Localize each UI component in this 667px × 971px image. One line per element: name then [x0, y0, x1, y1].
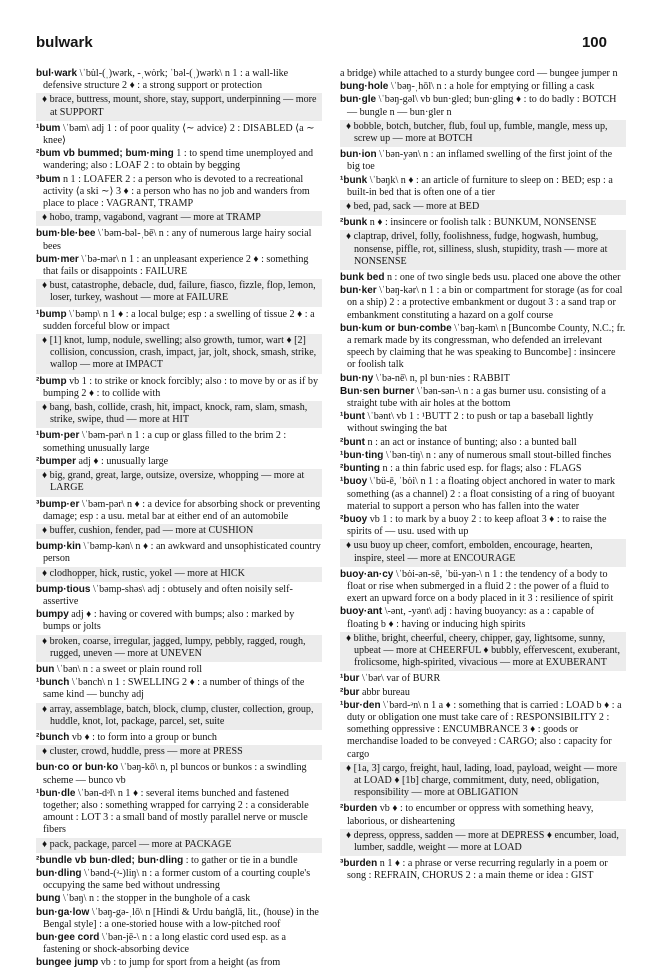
headword: ³bump·er — [36, 498, 80, 510]
definition: \ˈbu̇l-(ˌ)wərk, -ˌwȯrk; ˈbəl-(ˌ)wərk\ n 1 : a wall-like defensive structure 2 ♦ : a strong support or protection — [43, 68, 289, 92]
synonym-block: ♦ bed, pad, sack — more at BED — [340, 200, 626, 215]
definition: adj ♦ : unusually large — [76, 455, 169, 467]
definition: abbr bureau — [359, 686, 410, 698]
definition: \ˈbəŋ-kəm\ n [Buncombe County, N.C.; fr. a remark made by its congressman, who defended an irrelevant speech by claiming that he was speaking to Buncombe] : insincere or foolish talk — [347, 322, 626, 371]
headword: ²bunting — [340, 463, 380, 475]
synonym-block: ♦ big, grand, great, large, outsize, oversize, whopping — more at LARGE — [36, 469, 322, 496]
dictionary-entry — [36, 732, 322, 744]
dictionary-entry — [36, 907, 322, 931]
dictionary-entry — [36, 677, 322, 701]
dictionary-entry — [340, 687, 626, 699]
dictionary-entry — [340, 386, 626, 410]
dictionary-entry — [340, 285, 626, 322]
headword: ³bum — [36, 173, 61, 185]
headword: bunk bed — [340, 272, 385, 284]
headword: ²bur — [340, 686, 360, 698]
dictionary-entry — [36, 932, 322, 956]
definition: \ˈbəŋ-kō\ n, pl buncos or bunkos : a swindling scheme — bunco vb — [43, 762, 307, 786]
definition: \ˈbü-ē, ˈbȯi\ n 1 : a floating object anchored in water to mark something (as a channel) 2 : a float consisting of a ring of buoyant material to support a person who has fallen into the water — [347, 476, 615, 512]
headword: bun — [36, 663, 55, 675]
dictionary-entry — [340, 569, 626, 606]
dictionary-entry — [340, 411, 626, 435]
definition: \ˈbəŋk\ n ♦ : an article of furniture to sleep on : BED; esp : a built-in bed that is often one of a tier — [347, 174, 613, 198]
dictionary-entry — [340, 606, 626, 630]
definition: vb : to jump for sport from a height (as from — [98, 957, 281, 969]
left-column — [36, 68, 322, 971]
definition: \ˈbən-jē-\ n : a long elastic cord used esp. as a fastening or shock-absorbing device — [43, 932, 287, 956]
dictionary-entry — [36, 309, 322, 333]
definition: \ˈbəŋ-ˌhōl\ n : a hole for emptying or filling a cask — [388, 81, 595, 93]
definition: \ˈbəmp-shəs\ adj : obtusely and often noisily self-assertive — [43, 583, 293, 607]
dictionary-entry — [36, 609, 322, 633]
synonym-block: ♦ bust, catastrophe, debacle, dud, failure, fiasco, fizzle, flop, lemon, loser, turkey, washout — more at FAILURE — [36, 279, 322, 306]
dictionary-entry — [36, 788, 322, 837]
headword: bun·ion — [340, 149, 377, 161]
dictionary-entry — [36, 664, 322, 676]
dictionary-entry — [36, 957, 322, 969]
definition: \ˈbən-sən-\ n : a gas burner usu. consisting of a straight tube with air holes at the bottom — [347, 385, 606, 410]
synonym-block: ♦ cluster, crowd, huddle, press — more at PRESS — [36, 745, 322, 760]
dictionary-entry — [340, 803, 626, 827]
entry-continuation: a bridge) while attached to a sturdy bungee cord — bungee jumper n — [340, 68, 618, 79]
definition: \ˈbəm-pər\ n 1 : a cup or glass filled to the brim 2 : something unusually large — [43, 430, 287, 454]
synonym-block: ♦ array, assemblage, batch, block, clump, cluster, collection, group, huddle, knot, lot, package, parcel, set, suite — [36, 703, 322, 730]
headword: ¹bunt — [340, 411, 365, 423]
synonym-block: ♦ bang, bash, collide, crash, hit, impact, knock, ram, slam, smash, strike, swipe, thud — more at HIT — [36, 401, 322, 428]
definition: : to gather or tie in a bundle — [183, 854, 298, 866]
synonym-block: ♦ claptrap, drivel, folly, foolishness, fudge, hogwash, humbug, nonsense, piffle, rot, silliness, slush, stupidity, trash — more at NONSENSE — [340, 230, 626, 270]
headword: ¹bum·per — [36, 430, 80, 442]
dictionary-entry — [36, 254, 322, 278]
dictionary-entry — [36, 123, 322, 147]
dictionary-entry — [340, 700, 626, 761]
dictionary-entry — [340, 437, 626, 449]
headword: bung·hole — [340, 81, 389, 93]
definition: \ˈbəŋ-kər\ n 1 : a bin or compartment for storage (as for coal on a ship) 2 : a protective embankment or dugout 3 : a sand trap or embankment constituting a hazard on a golf course — [347, 285, 623, 321]
headword: bum·mer — [36, 253, 79, 265]
definition: n : an act or instance of bunting; also : a bunted ball — [365, 436, 577, 448]
headword: ¹bun·ting — [340, 449, 384, 461]
dictionary-entry — [36, 376, 322, 400]
headword: bun·ga·low — [36, 906, 90, 918]
definition: n : one of two single beds usu. placed one above the other — [384, 272, 621, 284]
headword: bun·gle — [340, 94, 377, 106]
definition: \ˈbəŋ\ n : the stopper in the bunghole of a cask — [60, 893, 251, 905]
headword: ¹bun·dle — [36, 787, 76, 799]
headword: bumpy — [36, 609, 69, 621]
headword: bun·kum or bun·combe — [340, 322, 452, 334]
dictionary-entry — [36, 584, 322, 608]
definition: \ˈbənt\ vb 1 : ¹BUTT 2 : to push or tap a baseball lightly without swinging the bat — [347, 411, 594, 435]
definition: \ˈbəŋ-gəl\ vb bun·gled; bun·gling ♦ : to do badly : BOTCH — bungle n — bun·gler n — [347, 94, 617, 118]
definition: n 1 ♦ : a phrase or verse recurring regularly in a poem or song : REFRAIN, CHORUS 2 : a main theme or idea : GIST — [347, 858, 608, 882]
definition: \ˈbən-tiŋ\ n : any of numerous small stout-billed finches — [383, 449, 612, 461]
headword: ²bum vb bummed; bum·ming — [36, 148, 174, 160]
definition: vb 1 : to mark by a buoy 2 : to keep afloat 3 ♦ : to raise the spirits of — usu. used with up — [347, 513, 607, 538]
headword: ²buoy — [340, 513, 368, 525]
definition: \ˈbəmp-kən\ n ♦ : an awkward and unsophisticated country person — [43, 541, 321, 565]
headword: ¹bump — [36, 308, 67, 320]
headword: bump·kin — [36, 541, 81, 553]
synonym-block: ♦ clodhopper, hick, rustic, yokel — more at HICK — [36, 567, 322, 582]
headword: bul·wark — [36, 68, 78, 79]
dictionary-entry — [36, 499, 322, 523]
headword: bun·ker — [340, 285, 377, 297]
headword: bun·dling — [36, 867, 82, 879]
headword: ¹bum — [36, 122, 61, 134]
headword: ¹buoy — [340, 476, 368, 488]
headword: ²bunk — [340, 217, 368, 229]
dictionary-entry — [36, 762, 322, 786]
definition: \ˈbən-yən\ n : an inflamed swelling of the first joint of the big toe — [347, 149, 613, 173]
definition: \ˈbəm-pər\ n ♦ : a device for absorbing shock or preventing damage; esp : a usu. metal bar at either end of an automobile — [43, 498, 321, 522]
guide-word: bulwark — [36, 34, 93, 51]
headword: bun·ny — [340, 372, 374, 384]
headword: ¹bunch — [36, 677, 70, 689]
definition: \ˈbənch\ n 1 : SWELLING 2 ♦ : a number of things of the same kind — bunchy adj — [43, 677, 305, 701]
headword: buoy·an·cy — [340, 568, 394, 580]
headword: ²burden — [340, 803, 378, 815]
dictionary-entry — [36, 228, 322, 252]
dictionary-entry — [340, 323, 626, 372]
headword: ¹bur — [340, 673, 360, 685]
right-column — [340, 68, 626, 884]
dictionary-entry — [36, 174, 322, 211]
synonym-block: ♦ depress, oppress, sadden — more at DEPRESS ♦ encumber, load, lumber, saddle, weight — more at LOAD — [340, 829, 626, 856]
definition: vb ♦ : to encumber or oppress with something heavy, laborious, or disheartening — [347, 803, 594, 827]
headword: ¹bunk — [340, 174, 368, 186]
definition: \ˈbȯi-ən-sē, ˈbü-yən-\ n 1 : the tendency of a body to float or rise when submerged in a fluid 2 : the power of a fluid to exert an upward force on a body placed in it 3 : resilience of spirit — [347, 568, 614, 605]
definition: \ˈbəŋ-gə-ˌlō\ n [Hindi & Urdu baṅglā, lit., (house) in the Bengal style] : a one-storied house with a low-pitched roof — [43, 906, 319, 930]
headword: ²bumper — [36, 455, 76, 467]
definition: \-ənt, -yənt\ adj : having buoyancy: as a : capable of floating b ♦ : having or inducing high spirits — [347, 606, 595, 630]
headword: ²bunt — [340, 436, 365, 448]
definition: \ˈbən\ n : a sweet or plain round roll — [54, 663, 203, 675]
synonym-block: ♦ broken, coarse, irregular, jagged, lumpy, pebbly, ragged, rough, rugged, uneven — more at UNEVEN — [36, 635, 322, 662]
headword: ²bunch — [36, 731, 70, 743]
dictionary-entry — [36, 893, 322, 905]
headword: bun·co or bun·ko — [36, 762, 119, 774]
synonym-block: ♦ blithe, bright, cheerful, cheery, chipper, gay, lightsome, sunny, upbeat — more at CHEERFUL ♦ bubbly, effervescent, exuberant, frolicsome, high-spirited, vivacious — more at EXUBERANT — [340, 632, 626, 672]
definition: \ˈbə-mər\ n 1 : an unpleasant experience 2 ♦ : something that fails or disappoints : FAILURE — [43, 253, 309, 278]
dictionary-entry — [36, 541, 322, 565]
definition: \ˈbərd-ᵊn\ n 1 a ♦ : something that is carried : LOAD b ♦ : a duty or obligation one must take care of : RESPONSIBILITY 2 : something oppressive : ENCUMBRANCE 3 ♦ : goods or merchandise loaded to be conveyed : CARGO; also : capacity for cargo — [347, 699, 622, 760]
definition: vb ♦ : to form into a group or bunch — [69, 731, 217, 743]
synonym-block: ♦ buffer, cushion, fender, pad — more at CUSHION — [36, 524, 322, 539]
definition: n ♦ : insincere or foolish talk : BUNKUM, NONSENSE — [367, 217, 597, 229]
definition: \ˈbənd-(ᵊ-)liŋ\ n : a former custom of a courting couple's occupying the same bed without undressing — [43, 867, 311, 892]
definition: 1 : to spend time unemployed and wandering; also : LOAF 2 : to obtain by begging — [43, 148, 314, 172]
headword: ¹bur·den — [340, 699, 381, 711]
definition: n 1 : LOAFER 2 : a person who is devoted to a recreational activity ⟨a ski ∼⟩ 3 ♦ : a person who has no job and wanders from place to place : VAGRANT, TRAMP — [43, 173, 310, 210]
definition: \ˈbər\ var of BURR — [359, 673, 441, 685]
synonym-block: ♦ [1a, 3] cargo, freight, haul, lading, load, payload, weight — more at LOAD ♦ [1b] charge, commitment, duty, need, obligation, responsibility — more at OBLIGATION — [340, 762, 626, 802]
dictionary-entry — [340, 175, 626, 199]
dictionary-entry — [36, 868, 322, 892]
headword: ²bump — [36, 375, 67, 387]
headword: buoy·ant — [340, 606, 383, 618]
dictionary-entry — [340, 217, 626, 229]
headword: bungee jump — [36, 957, 99, 969]
dictionary-entry — [340, 673, 626, 685]
headword: bump·tious — [36, 583, 91, 595]
definition: adj ♦ : having or covered with bumps; also : marked by bumps or jolts — [43, 609, 295, 633]
headword: ²bundle vb bun·dled; bun·dling — [36, 854, 184, 866]
synonym-block: ♦ pack, package, parcel — more at PACKAGE — [36, 838, 322, 853]
definition: \ˈbə-nē\ n, pl bun·nies : RABBIT — [373, 372, 510, 384]
headword: bung — [36, 893, 61, 905]
page-number: 100 — [581, 34, 607, 51]
dictionary-entry — [340, 463, 626, 475]
definition: \ˈbəm\ adj 1 : of poor quality ⟨∼ advice⟩ 2 : DISABLED ⟨a ∼ knee⟩ — [43, 122, 315, 147]
dictionary-entry — [340, 450, 626, 462]
dictionary-entry — [36, 430, 322, 454]
definition: \ˈbən-dᵊl\ n 1 ♦ : several items bunched and fastened together; also : something wrapped for carrying 2 : a considerable amount : LOT 3 : a small band of mostly parallel nerve or muscle fibers — [43, 787, 309, 836]
synonym-block: ♦ usu buoy up cheer, comfort, embolden, encourage, hearten, inspire, steel — more at ENCOURAGE — [340, 539, 626, 566]
headword: Bun·sen burner — [340, 385, 415, 397]
headword: bum·ble·bee — [36, 228, 96, 240]
dictionary-entry — [36, 456, 322, 468]
synonym-block: ♦ [1] knot, lump, nodule, swelling; also growth, tumor, wart ♦ [2] collision, concussion, crash, impact, jar, jolt, shock, smash, strike, wallop — more at IMPACT — [36, 334, 322, 374]
headword: ³burden — [340, 858, 378, 870]
dictionary-entry — [340, 81, 626, 93]
definition: vb 1 : to strike or knock forcibly; also : to move by or as if by bumping 2 ♦ : to collide with — [43, 375, 319, 399]
synonym-block: ♦ bobble, botch, butcher, flub, foul up, fumble, mangle, mess up, screw up — more at BOTCH — [340, 120, 626, 147]
dictionary-entry — [340, 94, 626, 118]
definition: \ˈbəm-bəl-ˌbē\ n : any of numerous large hairy social bees — [43, 228, 312, 252]
dictionary-entry — [340, 149, 626, 173]
dictionary-entry — [36, 68, 322, 92]
definition: \ˈbəmp\ n 1 ♦ : a local bulge; esp : a swelling of tissue 2 ♦ : a sudden forceful blow or impact — [43, 308, 315, 332]
dictionary-entry — [36, 855, 322, 867]
synonym-block: ♦ brace, buttress, mount, shore, stay, support, underpinning — more at SUPPORT — [36, 93, 322, 120]
synonym-block: ♦ hobo, tramp, vagabond, vagrant — more at TRAMP — [36, 211, 322, 226]
page-header — [36, 34, 607, 56]
dictionary-entry — [340, 858, 626, 882]
definition: n : a thin fabric used esp. for flags; also : FLAGS — [379, 463, 582, 475]
headword: bun·gee cord — [36, 932, 100, 943]
dictionary-entry — [340, 373, 626, 385]
dictionary-entry — [340, 272, 626, 284]
dictionary-entry — [340, 476, 626, 513]
dictionary-entry — [36, 148, 322, 172]
dictionary-entry — [340, 514, 626, 538]
